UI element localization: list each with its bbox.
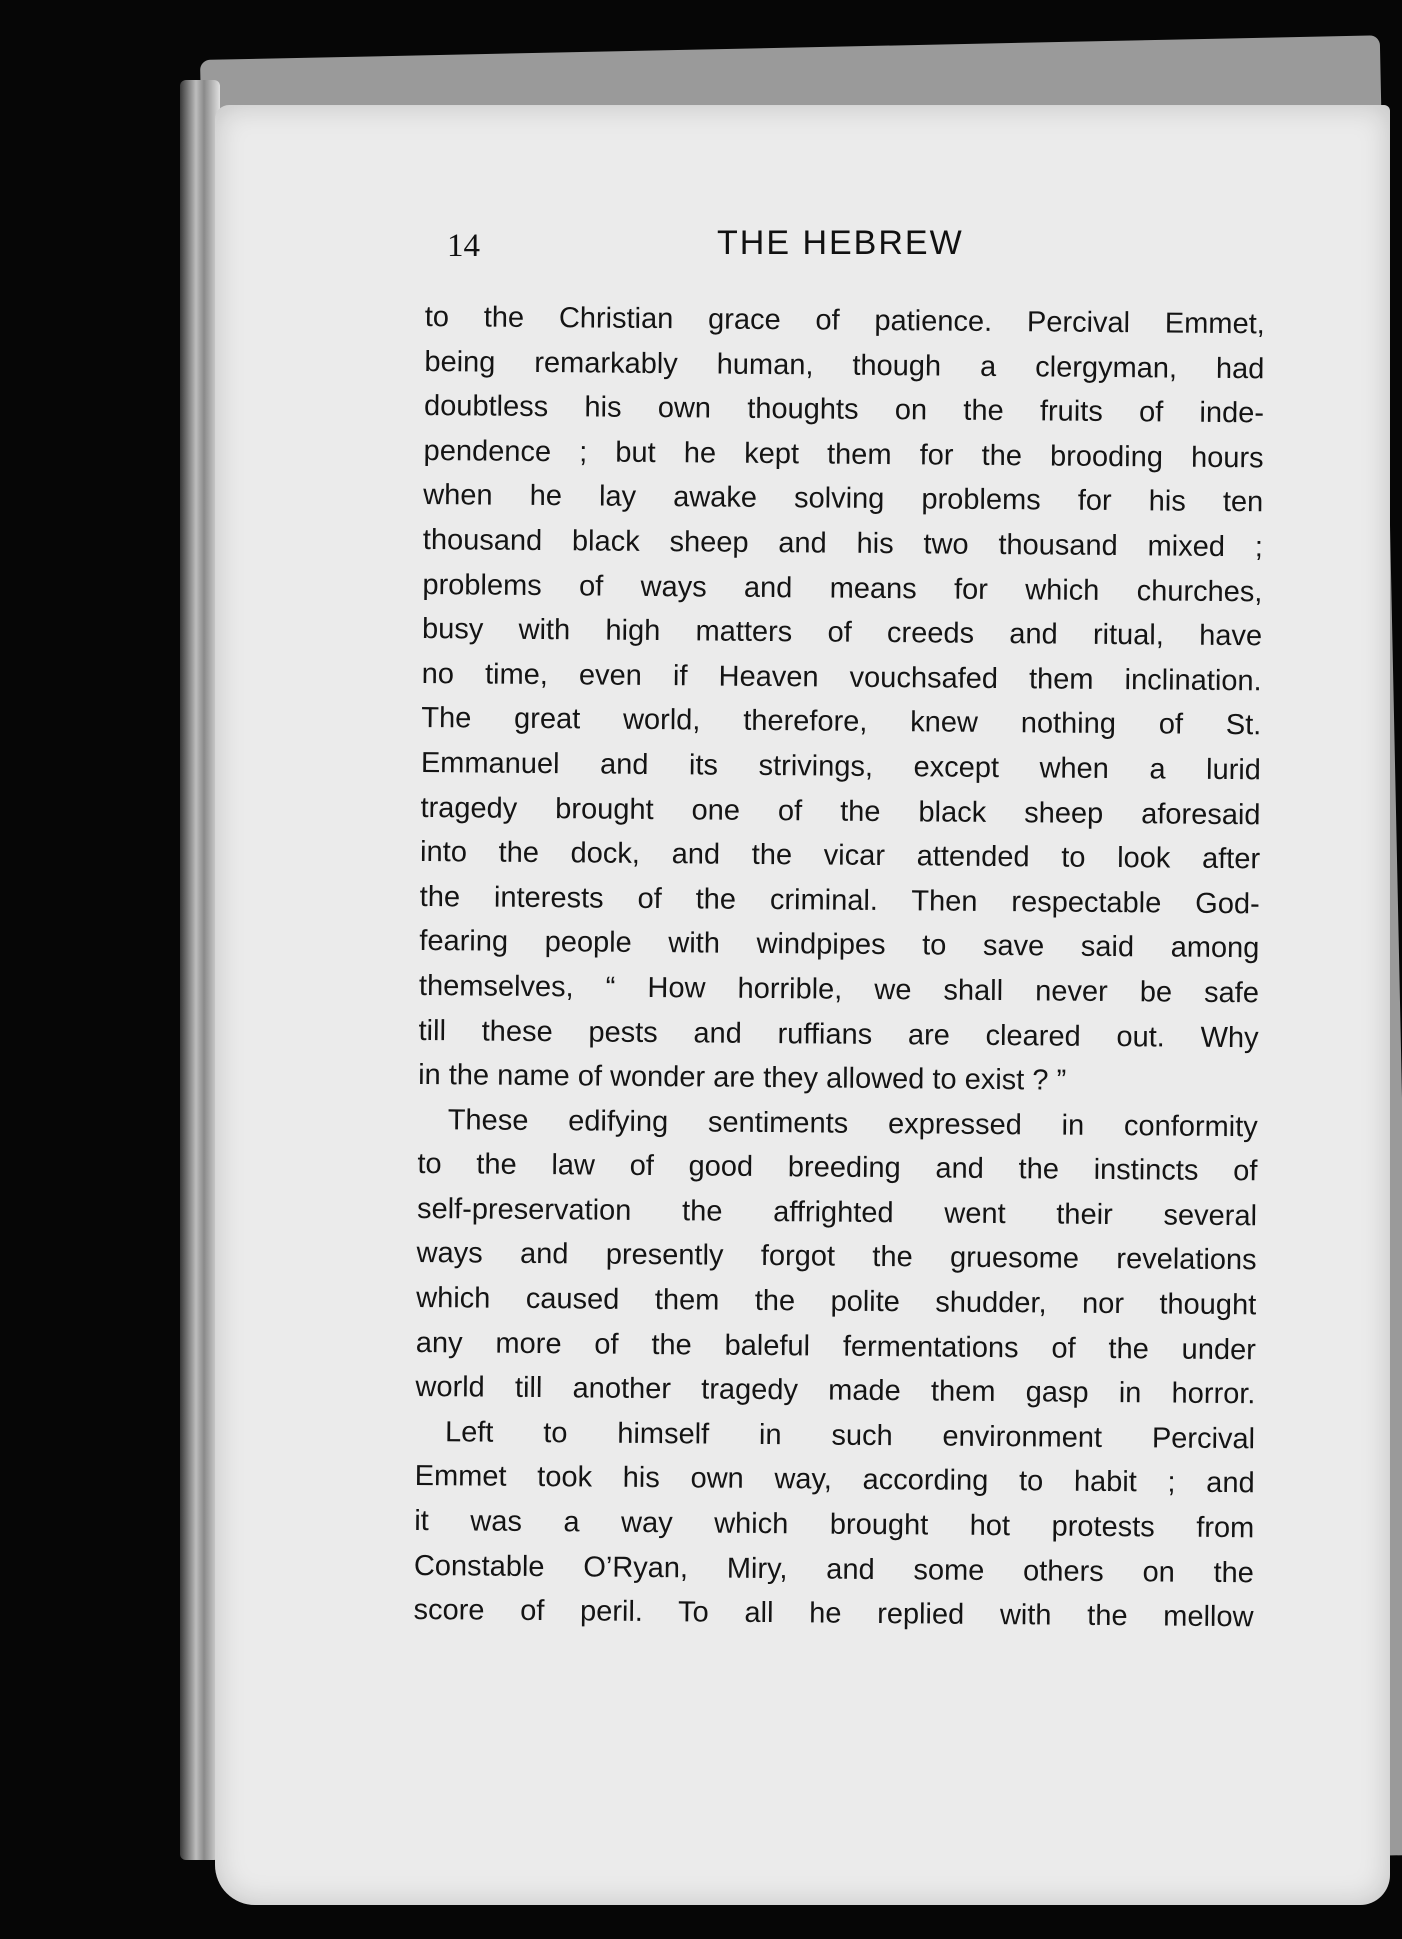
text-line: Left to himself in such environment Percival <box>444 1416 1256 1456</box>
text-line: any more of the baleful fermentations of the under <box>415 1326 1256 1366</box>
text-line: self-preservation the affrighted went their several <box>416 1192 1258 1233</box>
text-line: The great world, therefore, knew nothing of St. <box>421 702 1262 742</box>
text-line: thousand black sheep and his two thousand mixed ; <box>422 523 1263 564</box>
text-line: These edifying sentiments expressed in conformity <box>447 1103 1258 1143</box>
text-line: till these pests and ruffians are cleared out. Why <box>418 1014 1259 1054</box>
text-line: ways and presently forgot the gruesome revelations <box>416 1237 1257 1277</box>
body-text <box>413 295 1265 1640</box>
text-line: world till another tragedy made them gasp in horror. <box>415 1371 1256 1411</box>
text-line: tragedy brought one of the black sheep aforesaid <box>420 791 1261 831</box>
text-line: no time, even if Heaven vouchsafed them inclination. <box>421 657 1262 698</box>
text-line: the interests of the criminal. Then respectable God- <box>419 880 1260 921</box>
text-line: to the law of good breeding and the instincts of <box>417 1148 1258 1188</box>
text-line: Constable O’Ryan, Miry, and some others on the <box>413 1549 1255 1589</box>
book-page-edges <box>180 80 220 1860</box>
text-line: Emmet took his own way, according to habit ; and <box>414 1460 1255 1500</box>
text-line: it was a way which brought hot protests from <box>414 1504 1255 1545</box>
text-line: which caused them the polite shudder, nor thought <box>416 1282 1257 1322</box>
page-header <box>447 220 1247 280</box>
text-line: doubtless his own thoughts on the fruits of inde- <box>423 390 1265 430</box>
text-line: in the name of wonder are they allowed to exist ? ” <box>418 1059 1067 1097</box>
text-line: pendence ; but he kept them for the brooding hours <box>423 434 1264 475</box>
text-line: into the dock, and the vicar attended to look after <box>419 836 1261 876</box>
text-line: themselves, “ How horrible, we shall never be safe <box>418 969 1260 1010</box>
text-line: score of peril. To all he replied with the mellow <box>413 1594 1254 1634</box>
text-line: busy with high matters of creeds and ritual, have <box>421 613 1263 653</box>
page-number: 14 <box>447 228 480 264</box>
text-line: Emmanuel and its strivings, except when a lurid <box>420 746 1262 787</box>
text-line: fearing people with windpipes to save said among <box>419 925 1260 965</box>
text-line: when he lay awake solving problems for his ten <box>423 479 1264 519</box>
running-head: THE HEBREW <box>717 224 964 262</box>
text-line: being remarkably human, though a clergyman, had <box>424 345 1265 385</box>
text-line: to the Christian grace of patience. Percival Emmet, <box>424 300 1265 341</box>
text-line: problems of ways and means for which churches, <box>422 568 1263 608</box>
